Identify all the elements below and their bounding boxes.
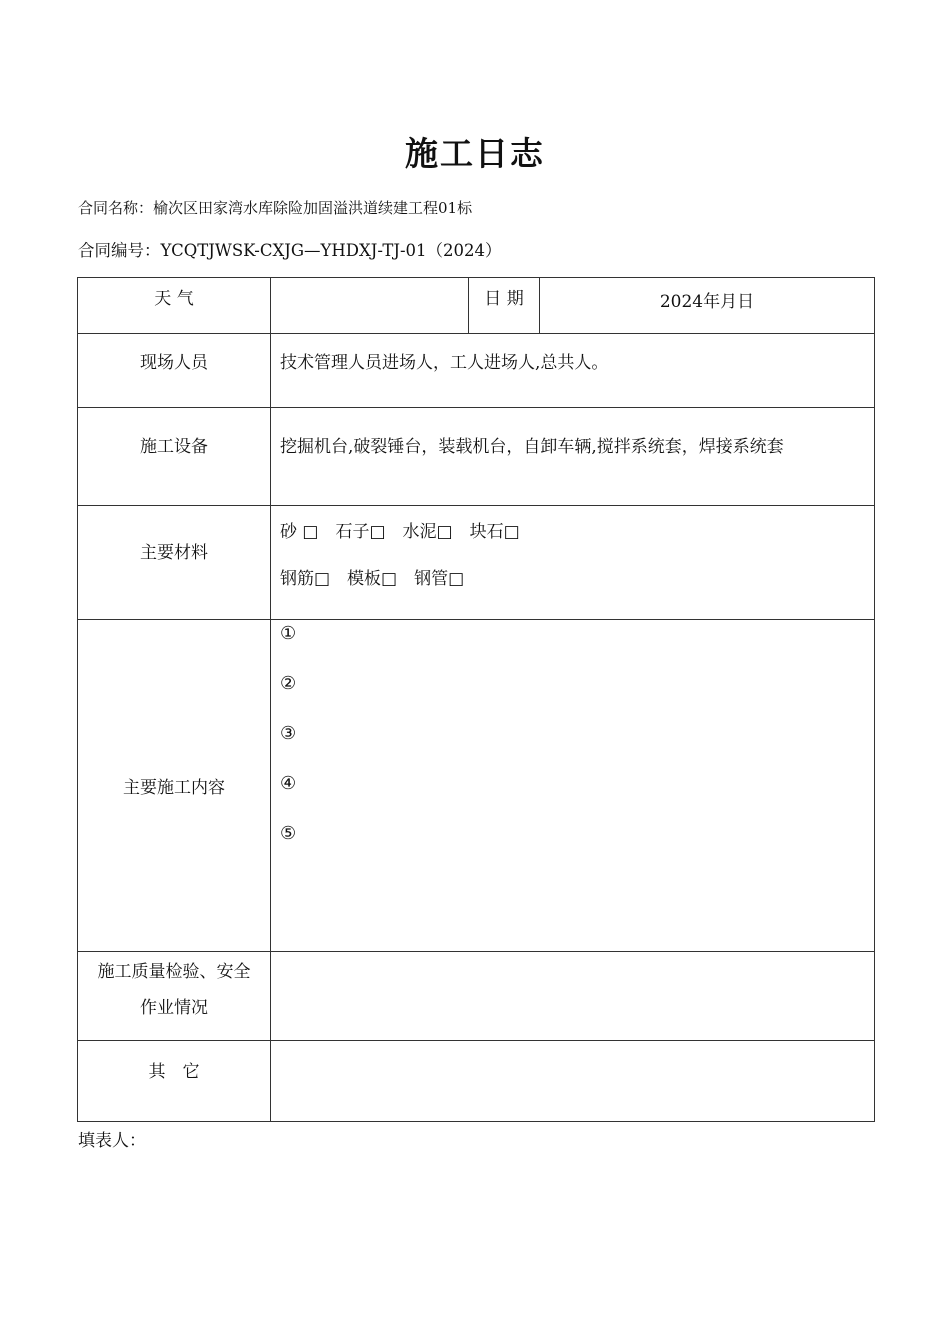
personnel-value: 技术管理人员进场人，工人进场人,总共人。: [280, 353, 609, 373]
materials-row: [78, 506, 875, 620]
personnel-label-cell: [78, 334, 271, 408]
equipment-label: 施工设备: [140, 437, 208, 457]
contract-name: 合同名称：榆次区田家湾水库除险加固溢洪道续建工程01标: [78, 199, 473, 217]
content-item-list: [280, 620, 874, 872]
filler-label: 填表人：: [78, 1131, 146, 1151]
date-value: 2024年月日: [659, 292, 755, 312]
construction-log-table: [77, 277, 875, 1122]
content-row: [78, 620, 875, 952]
content-item-2: ②: [280, 673, 297, 694]
materials-label: 主要材料: [140, 543, 208, 563]
content-item-4: ④: [280, 773, 297, 794]
weather-value-cell: [271, 278, 469, 334]
materials-label-cell: [78, 506, 271, 620]
quality-label-line-1: 施工质量检验、安全: [97, 962, 251, 982]
quality-row: [78, 952, 875, 1041]
materials-value-cell: [271, 506, 875, 620]
weather-label: 天 气: [154, 289, 194, 309]
date-value-cell: [540, 278, 875, 334]
quality-label-line-2: 作业情况: [140, 998, 208, 1018]
content-label-cell: [78, 620, 271, 952]
equipment-label-cell: [78, 408, 271, 506]
content-value-cell: [271, 620, 875, 952]
equipment-row: [78, 408, 875, 506]
content-item-5: ⑤: [280, 823, 297, 844]
weather-date-row: [78, 278, 875, 334]
contract-number: 合同编号：YCQTJWSK-CXJG—YHDXJ-TJ-01（2024）: [78, 241, 502, 260]
personnel-label: 现场人员: [140, 353, 208, 373]
quality-value-cell: [271, 952, 875, 1041]
personnel-row: [78, 334, 875, 408]
other-row: [78, 1041, 875, 1122]
page-title: 施工日志: [405, 134, 545, 173]
quality-label-cell: [78, 952, 271, 1041]
content-label: 主要施工内容: [123, 778, 225, 798]
other-label: 其 它: [148, 1062, 200, 1082]
date-label-cell: [469, 278, 540, 334]
content-item-1: ①: [280, 623, 297, 644]
personnel-value-cell: [271, 334, 875, 408]
equipment-value-cell: [271, 408, 875, 506]
other-value-cell: [271, 1041, 875, 1122]
materials-line-2: 钢筋□ 模板□ 钢管□: [280, 569, 465, 589]
other-label-cell: [78, 1041, 271, 1122]
materials-line-1: 砂 □ 石子□ 水泥□ 块石□: [280, 522, 520, 542]
equipment-value: 挖掘机台,破裂锤台，装载机台，自卸车辆,搅拌系统套，焊接系统套: [280, 437, 784, 457]
date-label: 日 期: [484, 289, 524, 309]
content-item-3: ③: [280, 723, 297, 744]
weather-label-cell: [78, 278, 271, 334]
